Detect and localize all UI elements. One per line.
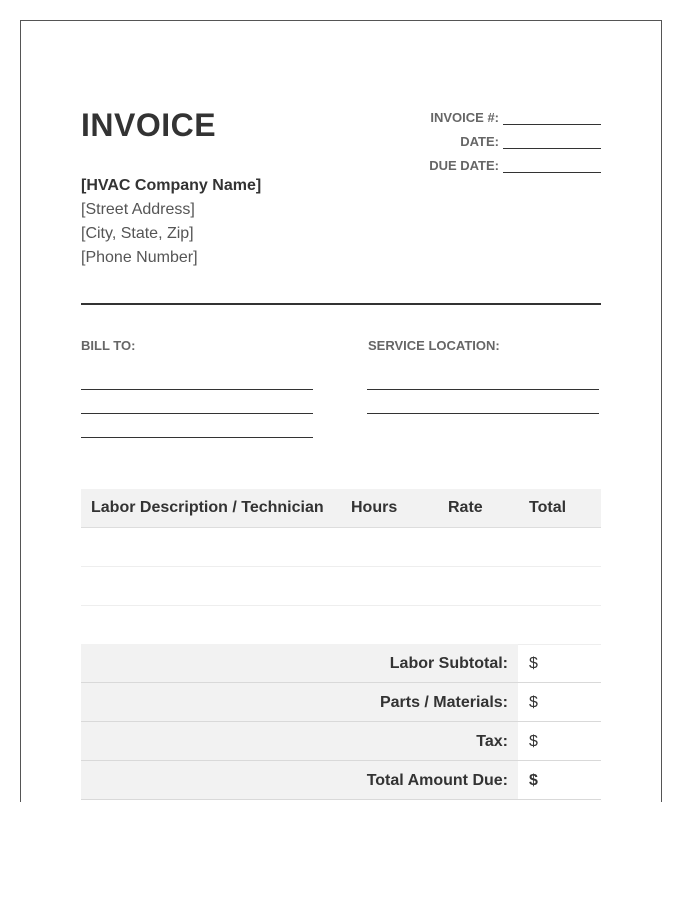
bill-to-label: BILL TO:	[81, 338, 136, 353]
table-row[interactable]	[81, 606, 601, 645]
parts-materials-value[interactable]: $	[529, 694, 538, 711]
total-due-row	[81, 761, 601, 800]
totals-table	[81, 644, 601, 800]
column-header-hours: Hours	[351, 499, 398, 516]
labor-subtotal-value[interactable]: $	[529, 655, 538, 672]
bill-to-line-2[interactable]	[81, 413, 313, 414]
parts-materials-label: Parts / Materials:	[81, 683, 518, 721]
invoice-title: INVOICE	[81, 107, 217, 143]
invoice-date-field[interactable]	[503, 134, 601, 149]
column-header-rate: Rate	[448, 499, 483, 516]
invoice-date-row	[381, 125, 601, 149]
invoice-meta	[381, 101, 601, 173]
service-location-line-2[interactable]	[367, 413, 599, 414]
tax-value[interactable]: $	[529, 733, 538, 750]
bill-to-line-1[interactable]	[81, 389, 313, 390]
due-date-label: DUE DATE:	[429, 158, 499, 173]
service-location-line-1[interactable]	[367, 389, 599, 390]
labor-subtotal-label: Labor Subtotal:	[81, 644, 518, 682]
due-date-row	[381, 149, 601, 173]
labor-table-header	[81, 489, 601, 528]
company-phone: [Phone Number]	[81, 249, 198, 266]
bill-to-line-3[interactable]	[81, 437, 313, 438]
labor-subtotal-row	[81, 644, 601, 683]
parts-materials-row	[81, 683, 601, 722]
table-row[interactable]	[81, 528, 601, 567]
company-name: [HVAC Company Name]	[81, 177, 262, 194]
invoice-number-field[interactable]	[503, 110, 601, 125]
invoice-number-label: INVOICE #:	[430, 110, 499, 125]
column-header-description: Labor Description / Technician	[91, 499, 324, 516]
header-divider	[81, 303, 601, 305]
total-due-value[interactable]: $	[529, 772, 538, 789]
invoice-date-label: DATE:	[460, 134, 499, 149]
company-city: [City, State, Zip]	[81, 225, 194, 242]
company-street: [Street Address]	[81, 201, 195, 218]
column-header-total: Total	[529, 499, 567, 516]
table-row[interactable]	[81, 567, 601, 606]
service-location-label: SERVICE LOCATION:	[368, 338, 500, 353]
total-due-label: Total Amount Due:	[81, 761, 518, 799]
tax-label: Tax:	[81, 722, 518, 760]
company-info	[81, 174, 261, 270]
tax-row	[81, 722, 601, 761]
due-date-field[interactable]	[503, 158, 601, 173]
invoice-number-row	[381, 101, 601, 125]
labor-table	[81, 489, 601, 645]
